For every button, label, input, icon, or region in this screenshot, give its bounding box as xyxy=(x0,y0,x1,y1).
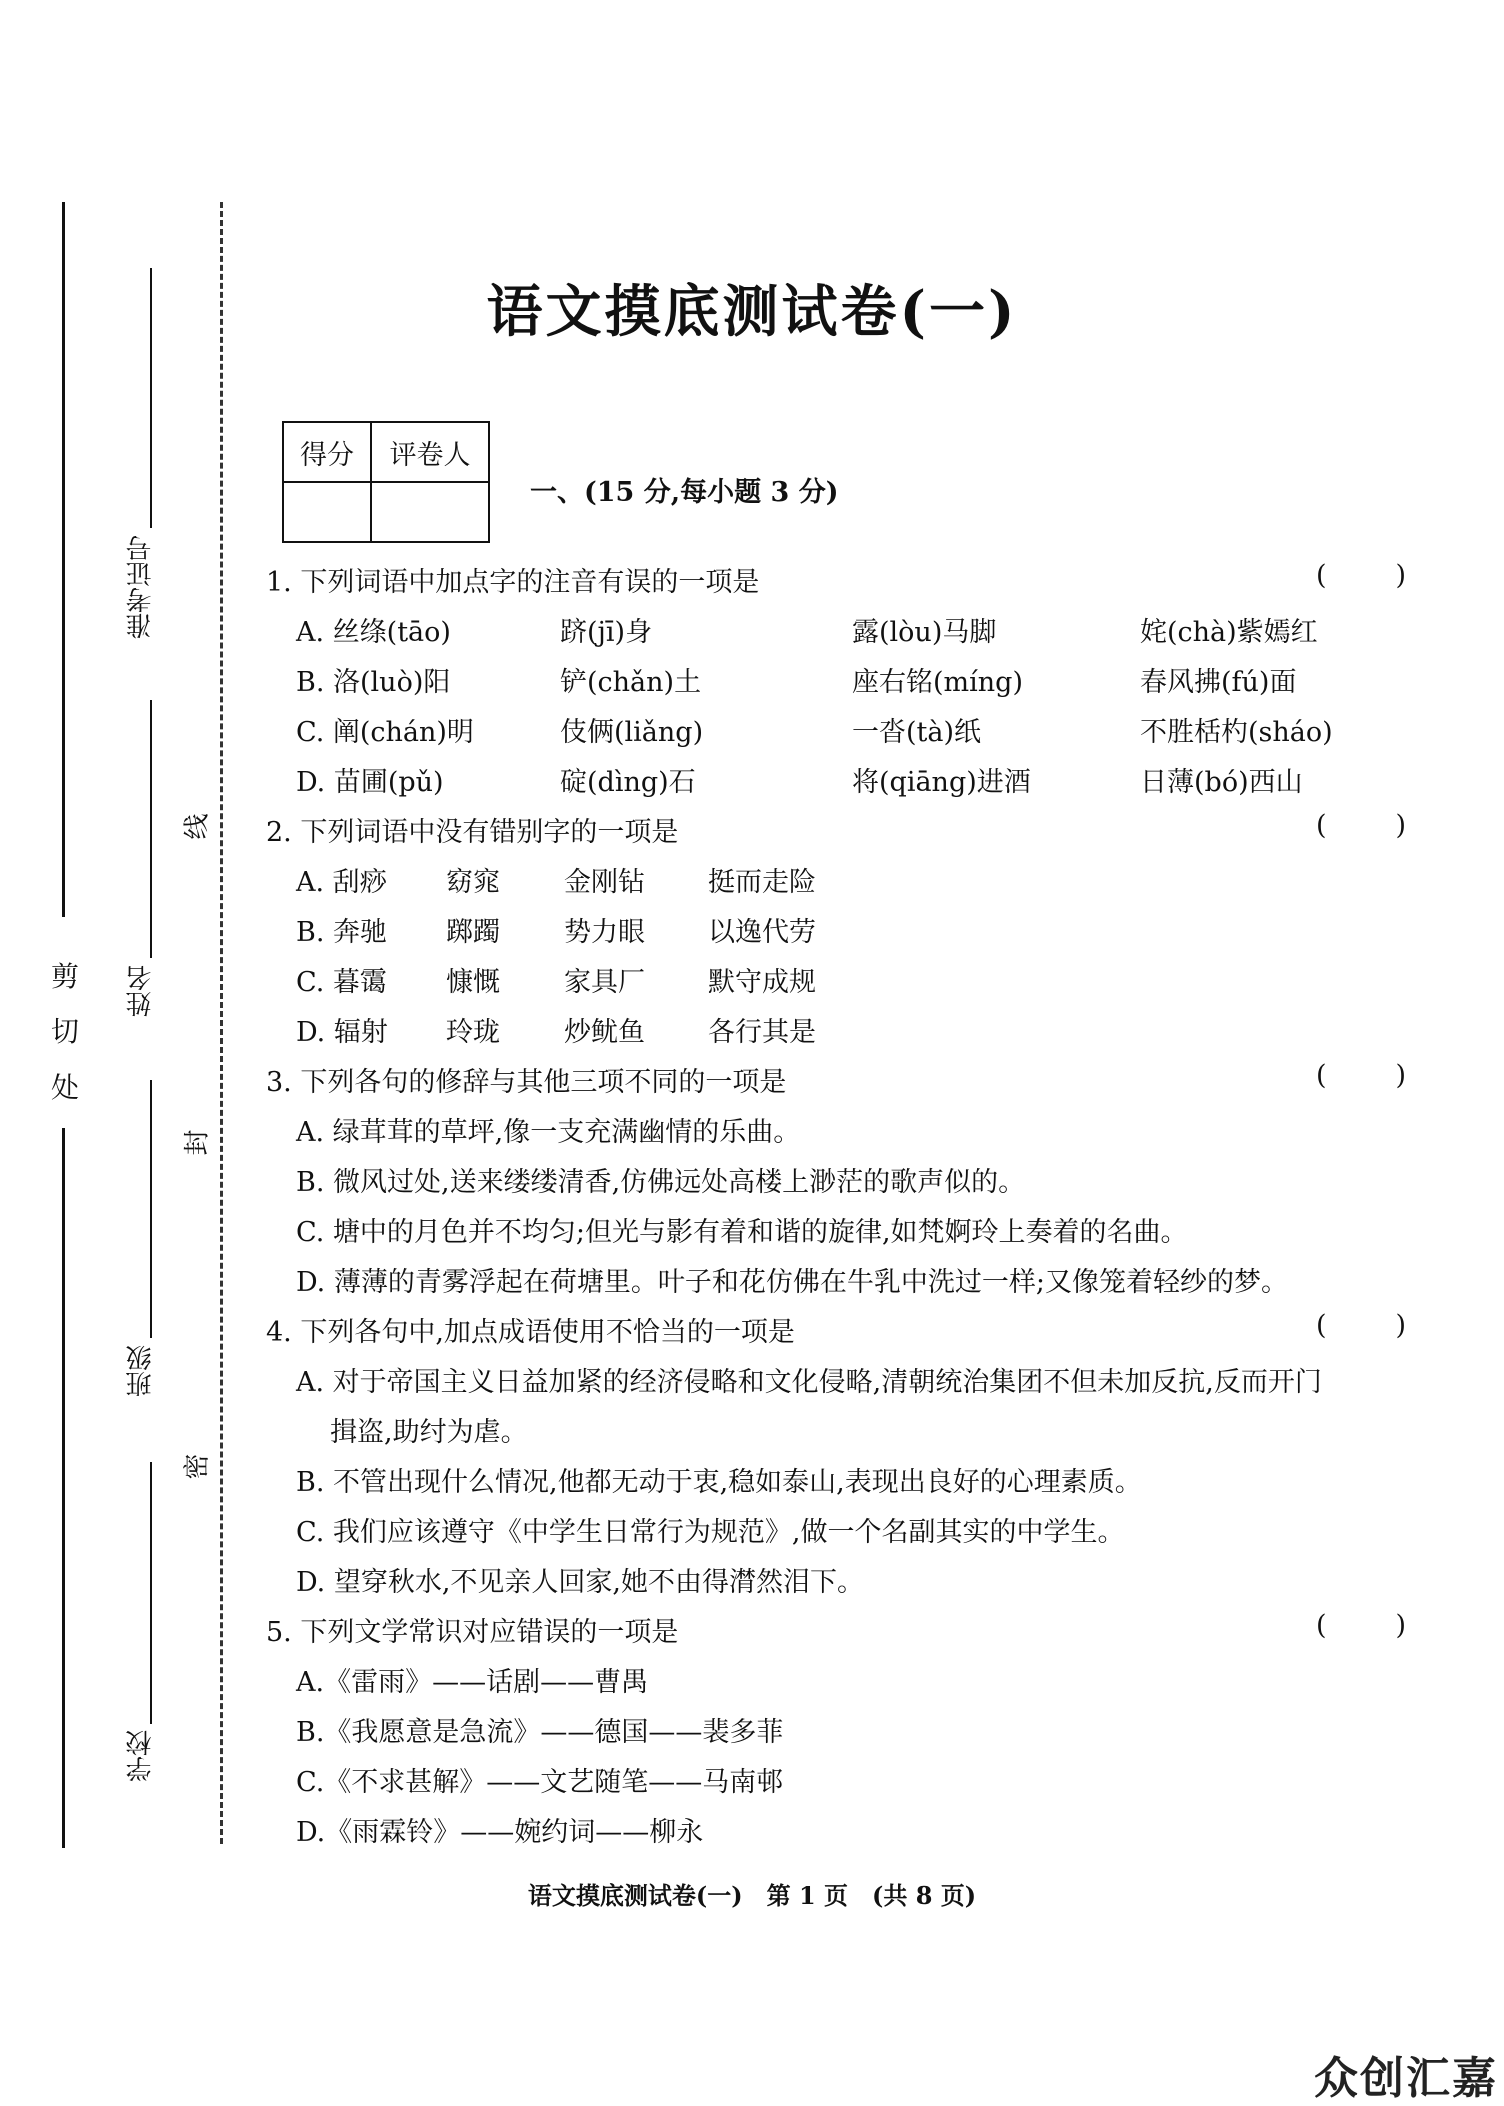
q2-option: 炒鱿鱼 xyxy=(564,1017,645,1048)
q1-option: 座右铭(míng) xyxy=(852,667,1023,698)
binding-dashed-line xyxy=(220,202,223,1844)
answer-blank-5[interactable] xyxy=(1316,1610,1406,1641)
q2-option: B. 奔驰 xyxy=(296,917,388,948)
paren-close: ) xyxy=(1395,1310,1406,1341)
q1-option: C. 阐(chán)明 xyxy=(296,717,474,748)
field-class[interactable] xyxy=(150,1080,152,1338)
q2-option: 家具厂 xyxy=(564,967,645,998)
q5-option-b: B.《我愿意是急流》——德国——裴多菲 xyxy=(296,1717,784,1748)
q2-option: D. 辐射 xyxy=(296,1017,388,1048)
q2-option: 默守成规 xyxy=(708,967,816,998)
label-name: 姓名 xyxy=(126,965,156,1017)
paren-close: ) xyxy=(1395,1060,1406,1091)
paren-close: ) xyxy=(1395,560,1406,591)
cut-char-1: 剪 xyxy=(50,960,79,993)
q4-option-b: B. 不管出现什么情况,他都无动于衷,稳如泰山,表现出良好的心理素质。 xyxy=(296,1467,1142,1498)
score-header: 得分 xyxy=(283,422,371,482)
cut-char-3: 处 xyxy=(50,1071,79,1104)
field-school[interactable] xyxy=(150,1462,152,1724)
q2-option: 势力眼 xyxy=(564,917,645,948)
page-footer: 语文摸底测试卷(一) 第 1 页 (共 8 页) xyxy=(527,1881,977,1910)
q1-option: 跻(jī)身 xyxy=(560,617,653,648)
paren-open: ( xyxy=(1316,1310,1327,1341)
question-4-stem: 4. 下列各句中,加点成语使用不恰当的一项是 xyxy=(266,1317,795,1348)
q2-option: C. 暮霭 xyxy=(296,967,387,998)
q1-option: 一沓(tà)纸 xyxy=(852,717,982,748)
paren-close: ) xyxy=(1395,1610,1406,1641)
q1-option: 露(lòu)马脚 xyxy=(852,617,997,648)
section-heading: 一、(15 分,每小题 3 分) xyxy=(530,477,839,508)
q2-option: A. 刮痧 xyxy=(296,867,387,898)
q1-option: 春风拂(fú)面 xyxy=(1140,667,1297,698)
label-class: 班级 xyxy=(126,1345,156,1397)
q5-option-c: C.《不求甚解》——文艺随笔——马南邨 xyxy=(296,1767,784,1798)
question-5-stem: 5. 下列文学常识对应错误的一项是 xyxy=(266,1617,679,1648)
grader-cell[interactable] xyxy=(371,482,489,542)
q1-option: B. 洛(luò)阳 xyxy=(296,667,451,698)
question-1-stem: 1. 下列词语中加点字的注音有误的一项是 xyxy=(266,567,760,598)
field-name[interactable] xyxy=(150,700,152,958)
q2-option: 窈窕 xyxy=(446,867,500,898)
watermark: 众创汇嘉 xyxy=(1314,2053,1498,2104)
q4-option-a: A. 对于帝国主义日益加紧的经济侵略和文化侵略,清朝统治集团不但未加反抗,反而开门 xyxy=(296,1367,1322,1398)
q1-option: 伎俩(liǎng) xyxy=(560,717,704,748)
score-cell[interactable] xyxy=(283,482,371,542)
paren-open: ( xyxy=(1316,1610,1327,1641)
paren-open: ( xyxy=(1316,810,1327,841)
q2-option: 踯躅 xyxy=(446,917,500,948)
q3-option-d: D. 薄薄的青雾浮起在荷塘里。叶子和花仿佛在牛乳中洗过一样;又像笼着轻纱的梦。 xyxy=(296,1267,1288,1298)
q2-option: 玲珑 xyxy=(446,1017,500,1048)
q2-option: 金刚钻 xyxy=(564,867,645,898)
q1-option: A. 丝绦(tāo) xyxy=(296,617,451,648)
answer-blank-1[interactable] xyxy=(1316,560,1406,591)
answer-blank-4[interactable] xyxy=(1316,1310,1406,1341)
seal-char-secret: 密 xyxy=(182,1453,213,1480)
question-2-stem: 2. 下列词语中没有错别字的一项是 xyxy=(266,817,679,848)
q3-option-a: A. 绿茸茸的草坪,像一支充满幽情的乐曲。 xyxy=(296,1117,801,1148)
q1-option: 碇(dìng)石 xyxy=(560,767,696,798)
q1-option: 铲(chǎn)土 xyxy=(560,667,702,698)
q1-option: D. 苗圃(pǔ) xyxy=(296,767,444,798)
q5-option-d: D.《雨霖铃》——婉约词——柳永 xyxy=(296,1817,704,1848)
paren-open: ( xyxy=(1316,1060,1327,1091)
q1-option: 姹(chà)紫嫣红 xyxy=(1140,617,1318,648)
score-table xyxy=(282,421,490,543)
cut-char-2: 切 xyxy=(50,1015,79,1048)
answer-blank-3[interactable] xyxy=(1316,1060,1406,1091)
label-school: 学校 xyxy=(126,1730,156,1782)
q4-option-c: C. 我们应该遵守《中学生日常行为规范》,做一个名副其实的中学生。 xyxy=(296,1517,1125,1548)
label-exam-number: 准考证号 xyxy=(126,535,156,639)
q3-option-c: C. 塘中的月色并不均匀;但光与影有着和谐的旋律,如梵婀玲上奏着的名曲。 xyxy=(296,1217,1188,1248)
q2-option: 挺而走险 xyxy=(708,867,816,898)
q2-option: 各行其是 xyxy=(708,1017,816,1048)
cut-line-bottom xyxy=(62,1128,65,1848)
page-title: 语文摸底测试卷(一) xyxy=(486,279,1018,345)
q3-option-b: B. 微风过处,送来缕缕清香,仿佛远处高楼上渺茫的歌声似的。 xyxy=(296,1167,1026,1198)
q1-option: 不胜栝杓(sháo) xyxy=(1140,717,1333,748)
question-3-stem: 3. 下列各句的修辞与其他三项不同的一项是 xyxy=(266,1067,787,1098)
q2-option: 以逸代劳 xyxy=(708,917,816,948)
seal-char-line: 线 xyxy=(182,813,213,840)
q4-option-d: D. 望穿秋水,不见亲人回家,她不由得潸然泪下。 xyxy=(296,1567,865,1598)
q2-option: 慷慨 xyxy=(446,967,500,998)
grader-header: 评卷人 xyxy=(371,422,489,482)
q4-option-a-cont: 揖盗,助纣为虐。 xyxy=(330,1417,528,1448)
seal-char-seal: 封 xyxy=(182,1129,213,1156)
q5-option-a: A.《雷雨》——话剧——曹禺 xyxy=(296,1667,649,1698)
answer-blank-2[interactable] xyxy=(1316,810,1406,841)
paren-close: ) xyxy=(1395,810,1406,841)
q1-option: 将(qiāng)进酒 xyxy=(852,767,1031,798)
paren-open: ( xyxy=(1316,560,1327,591)
q1-option: 日薄(bó)西山 xyxy=(1140,767,1303,798)
